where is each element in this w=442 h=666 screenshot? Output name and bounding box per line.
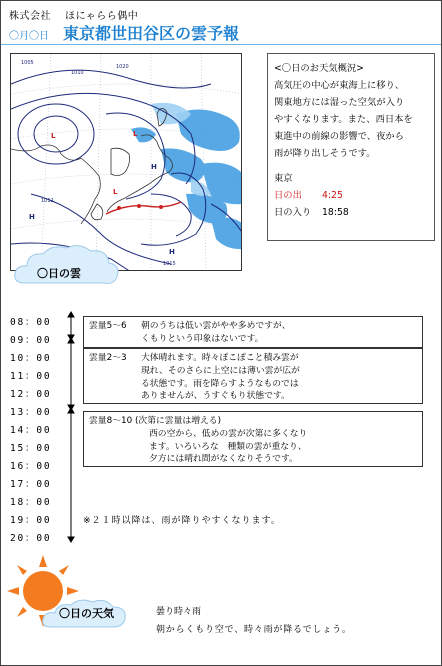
- company-name: 株式会社 ほにゃらら偶中: [9, 11, 139, 22]
- sunset-time: 18:58: [322, 207, 349, 218]
- sun-cloud-graphic: [5, 553, 135, 637]
- sunrise-label: 日の出: [274, 190, 302, 201]
- outlook-line-4: 東進中の前線の影響で、夜から: [274, 131, 404, 142]
- cloud-section-badge: [11, 239, 121, 295]
- forecast-3-cloudcover: 雲量8～10 (次第に雲量は増える): [89, 416, 222, 426]
- time-1300: 13：00: [10, 407, 52, 418]
- weather-section-label: 〇日の天気: [59, 607, 114, 620]
- forecast-1-line-1: 朝のうちは低い雲がやや多めですが、: [141, 321, 291, 331]
- outlook-line-1: 高気圧の中心が東海上に移り、: [274, 80, 405, 91]
- outlook-line-3: やすくなります。また、西日本を: [274, 114, 413, 125]
- map-label-1005: 1005: [21, 60, 34, 66]
- timeline-arrows: [65, 311, 77, 543]
- time-1000: 10：00: [10, 353, 52, 364]
- sunset-label: 日の入り: [274, 207, 312, 218]
- map-high-2: H: [169, 248, 175, 256]
- forecast-1-line-2: くもりという印象はないです。: [141, 333, 264, 344]
- time-1800: 18：00: [10, 497, 52, 508]
- weather-detail: 朝からくもり空で、時々雨が降るでしょう。: [156, 625, 352, 635]
- title-divider: [1, 44, 441, 45]
- outlook-line-5: 雨が降り出しそうです。: [274, 148, 376, 159]
- weather-summary: 曇り時々雨: [156, 607, 202, 617]
- time-1900: 19：00: [10, 515, 52, 526]
- forecast-2-cloudcover: 雲量2～3: [89, 353, 127, 363]
- weather-outlook-box: [267, 53, 435, 241]
- map-label-1012: 1012: [41, 198, 54, 204]
- company-subtitle: ほにゃらら偶中: [65, 11, 139, 22]
- page-title: 東京都世田谷区の雲予報: [63, 24, 240, 43]
- map-high-3: H: [151, 163, 157, 171]
- date-label: 〇月〇日: [9, 31, 49, 42]
- time-1200: 12：00: [10, 389, 52, 400]
- outlook-location: 東京: [274, 173, 293, 184]
- map-label-1020: 1020: [116, 64, 129, 70]
- cloud-section-label: 〇日の雲: [37, 267, 81, 280]
- forecast-box-afternoon: [83, 411, 423, 467]
- sunrise-time: 4:25: [322, 190, 343, 201]
- sunrise-row: [274, 187, 428, 204]
- time-1600: 16：00: [10, 461, 52, 472]
- time-1100: 11：00: [10, 371, 52, 382]
- time-1400: 14：00: [10, 425, 52, 436]
- outlook-line-2: 関東地方には湿った空気が入り: [274, 97, 405, 108]
- outlook-heading: <〇日のお天気概況>: [274, 63, 364, 74]
- forecast-2-line-2: 現れ、そのさらに上空には薄い雲が広が: [141, 365, 300, 376]
- forecast-1-cloudcover: 雲量5～6: [89, 321, 127, 331]
- rain-note: ※２１時以降は、雨が降りやすくなります。: [83, 516, 281, 526]
- forecast-2-line-1: 大体晴れます。時々ぽこぽこと積み雲が: [141, 353, 299, 363]
- sun-icon: [5, 553, 135, 633]
- forecast-2-line-4: ありませんが、うすぐもり状態です。: [141, 391, 290, 402]
- sunset-row: [274, 204, 428, 221]
- map-low-3: L: [113, 188, 118, 196]
- map-label-1010: 1010: [71, 70, 84, 76]
- time-2000: 20：00: [10, 533, 52, 544]
- time-0800: 08：00: [10, 317, 52, 328]
- map-label-1015: 1015: [163, 261, 176, 267]
- map-high-1: H: [29, 213, 35, 221]
- forecast-3-line-3: 夕方には晴れ間がなくなりそうです。: [149, 454, 298, 465]
- forecast-box-morning: [83, 316, 423, 348]
- map-low-2: L: [133, 130, 138, 138]
- map-low-1: L: [51, 132, 56, 140]
- time-1500: 15：00: [10, 443, 52, 454]
- forecast-2-line-3: る状態です。雨を降らすようなものでは: [141, 378, 299, 389]
- forecast-box-midday: [83, 348, 423, 404]
- forecast-3-line-1: 西の空から、低めの雲が次第に多くなり: [149, 428, 308, 439]
- forecast-3-line-2: ます。いろいろな 種類の雲が重なり、: [149, 441, 307, 452]
- time-0900: 09：00: [10, 335, 52, 346]
- time-1700: 17：00: [10, 479, 52, 490]
